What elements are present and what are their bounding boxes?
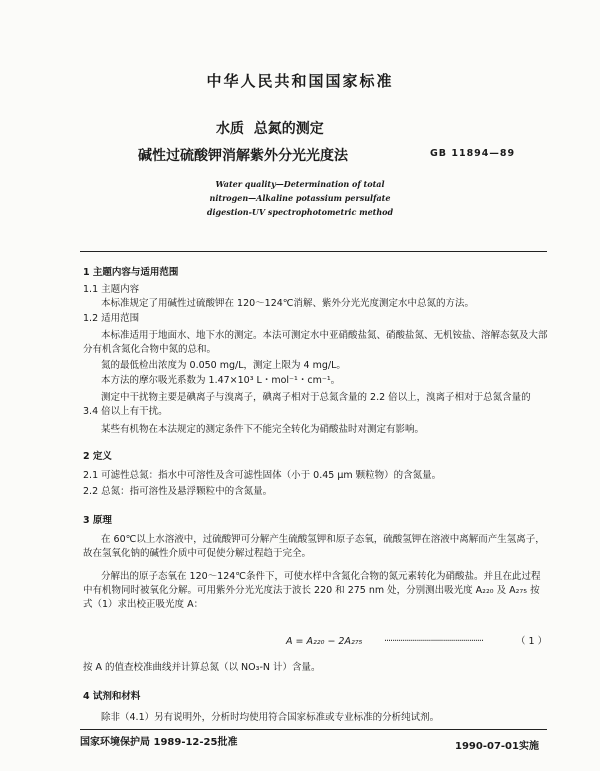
equation: A = A₂₂₀ − 2A₂₇₅ [286,636,363,647]
section-1-2-paragraph-4: 测定中干扰物主要是碘离子与溴离子，碘离子相对于总氮含量的 2.2 倍以上，溴离子相对于总氮含量的 3.4 倍以上有干扰。 [83,392,531,417]
title-line-2: 碱性过硫酸钾消解紫外分光光度法 [138,148,348,164]
section-1-2-paragraph-2: 氮的最低检出浓度为 0.050 mg/L，测定上限为 4 mg/L。 [101,360,346,371]
section-4-paragraph-1: 除非（4.1）另有说明外，分析时均使用符合国家标准或专业标准的分析纯试剂。 [101,712,440,723]
section-4-heading: 4 试剂和材料 [83,691,141,702]
section-3-paragraph-1: 在 60℃以上水溶液中，过硫酸钾可分解产生硫酸氢钾和原子态氧，硫酸氢钾在溶液中离解而产生氢离子，故在氢氧化钠的碱性介质中可促使分解过程趋于完全。 [83,534,545,559]
section-2-heading: 2 定义 [83,451,112,462]
section-2-1-text: 2.1 可滤性总氮：指水中可溶性及含可滤性固体（小于 0.45 μm 颗粒物）的含氮量。 [83,470,442,481]
approval-note: 国家环境保护局 1989-12-25批准 [80,737,238,748]
section-1-heading: 1 主题内容与适用范围 [83,267,179,278]
section-1-2-paragraph-1: 本标准适用于地面水、地下水的测定。本法可测定水中亚硝酸盐氮、硝酸盐氮、无机铵盐、溶解态氨及大部分有机含氮化合物中氮的总和。 [83,330,548,355]
title-line-1: 水质 总氮的测定 [216,121,324,137]
section-1-2-heading: 1.2 适用范围 [83,313,140,324]
english-title-line-2: nitrogen—Alkaline potassium persulfate [209,193,391,203]
equation-leader: ················································· [384,636,483,647]
footer-rule [80,729,547,730]
section-1-1-heading: 1.1 主题内容 [83,284,140,295]
section-3-paragraph-2: 分解出的原子态氧在 120～124℃条件下，可使水样中含氮化合物的氮元素转化为硝酸盐。并且在此过程中有机物同时被氧化分解。可用紫外分光光度法于波长 220 和 275 nm 处，分别测出吸光度 A₂₂₀ 及 A₂₇₅ 按式（1）求出校正吸光度 A： [83,571,541,610]
english-title-line-3: digestion-UV spectrophotometric method [206,207,394,217]
standard-line: 中华人民共和国国家标准 [206,72,394,90]
section-1-1-text: 本标准规定了用碱性过硫酸钾在 120～124℃消解、紫外分光光度测定水中总氮的方法。 [101,298,474,309]
section-2-2-text: 2.2 总氮：指可溶性及悬浮颗粒中的含氮量。 [83,486,273,497]
section-3-paragraph-3: 按 A 的值查校准曲线并计算总氮（以 NO₃-N 计）含量。 [83,662,321,673]
standard-code: GB 11894—89 [430,148,516,159]
section-3-heading: 3 原理 [83,515,112,526]
section-1-2-paragraph-3: 本方法的摩尔吸光系数为 1.47×10³ L・mol⁻¹・cm⁻¹。 [101,375,341,386]
equation-number: （ 1 ） [516,636,548,647]
english-title-line-1: Water quality—Determination of total [215,179,385,189]
implementation-date: 1990-07-01实施 [455,741,539,752]
section-1-2-paragraph-5: 某些有机物在本法规定的测定条件下不能完全转化为硝酸盐时对测定有影响。 [101,424,425,435]
header-rule [80,251,547,252]
